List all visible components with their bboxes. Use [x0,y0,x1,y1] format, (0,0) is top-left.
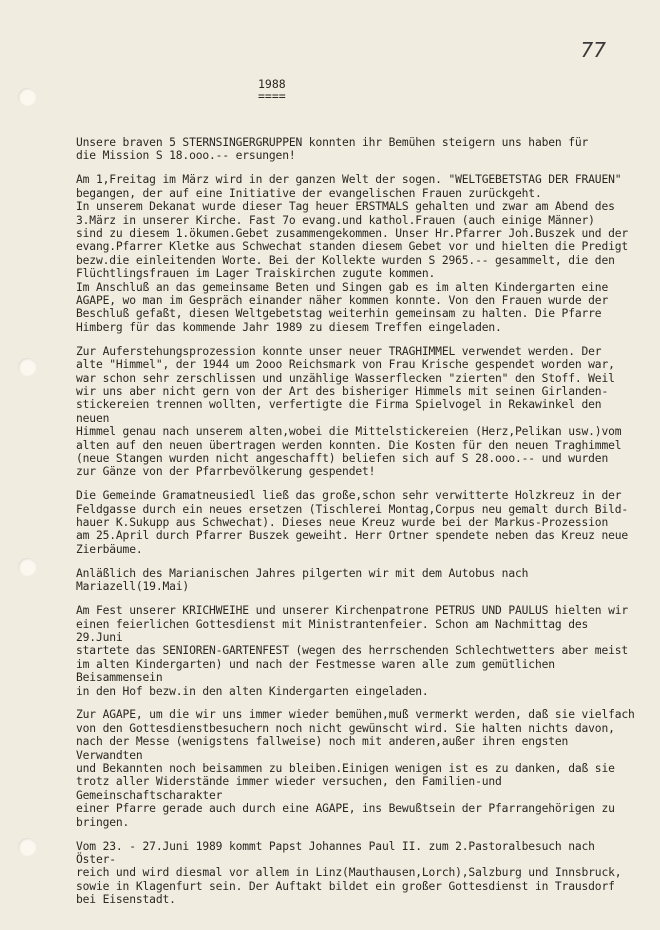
chronicle-text [76,136,636,917]
punch-hole [18,838,36,856]
punch-hole [18,558,36,576]
year-heading [258,78,286,102]
paragraph-mariazell: Anläßlich des Marianischen Jahres pilgerten wir mit dem Autobus nach Mariazell(19.Mai) [76,566,529,594]
paragraph-traghimmel: Zur Auferstehungsprozession konnte unser neuer TRAGHIMMEL verwendet werden. Der alte "Himmel", der 1944 um 2ooo Reichsmark von Frau Krische gespendet worden war, war schon sehr zerschlissen und unzählige Wasserflecken "zierten" den Stoff. Weil wir uns aber nicht gern von der Art des bisheriger Himmels mit seinen Girlanden- stickereien trennen wollten, verfertigte die Firma Spielvogel in Rekawinkel den neuen Himmel genau nach unserem alten,wobei die Mittelstickereien (Herz,Pelikan usw.)vom alten auf den neuen übertragen werden konnten. Die Kosten für den neuen Traghimmel (neue Stangen wurden nicht angeschafft) beliefen sich auf S 28.ooo.-- und wurden zur Gänze von der Pfarrbevölkerung gespendet! [76,344,622,479]
paragraph-weltgebetstag: Am 1,Freitag im März wird in der ganzen Welt der sogen. "WELTGEBETSTAG DER FRAUEN" begangen, der auf eine Initiative der evangelischen Frauen zurückgeht. In unserem Dekanat wurde dieser Tag heuer ERSTMALS gehalten und zwar am Abend des 3.März in unserer Kirche. Fast 7o evang.und kathol.Frauen (auch einige Männer) sind zu diesem 1.ökumen.Gebet zusammengekommen. Unser Hr.Pfarrer Joh.Buszek und der evang.Pfarrer Kletke aus Schwechat standen diesem Gebet vor und hielten die Predigt bezw.die einleitenden Worte. Bei der Kollekte wurden S 2965.-- gesammelt, die den Flüchtlingsfrauen im Lager Traiskirchen zugute kommen. Im Anschluß an das gemeinsame Beten und Singen gab es im alten Kindergarten eine AGAPE, wo man im Gespräch einander näher kommen konnte. Von den Frauen wurde der Beschluß gefaßt, diesen Weltgebetstag weiterhin gemeinsam zu halten. Die Pfarre Himberg für das kommende Jahr 1989 zu diesem Treffen eingeladen. [76,173,629,334]
paragraph-kirchweihe: Am Fest unserer KRICHWEIHE und unserer Kirchenpatrone PETRUS UND PAULUS hielten wir einen feierlichen Gottesdienst mit Ministrantenfeier. Schon am Nachmittag des 29.Juni startete das SENIOREN-GARTENFEST (wegen des herrschenden Schlechtwetters aber meist im alten Kindergarten) und nach der Festmesse waren alle zum gemütlichen Beisammensein in den Hof bezw.in den alten Kindergarten eingeladen. [76,604,629,698]
paragraph-sternsinger: Unsere braven 5 STERNSINGERGRUPPEN konnten ihr Bemühen steigern uns haben für die Mission S 18.ooo.-- ersungen! [76,136,589,163]
punch-hole [18,88,36,106]
handwritten-page-number: 77 [580,38,606,62]
year-text: 1988 [258,77,286,91]
paragraph-papstbesuch: Vom 23. - 27.Juni 1989 kommt Papst Johannes Paul II. zum 2.Pastoralbesuch nach Öster- reich und wird diesmal vor allem in Linz(Mauthausen,Lorch),Salzburg und Innsbruck, sowie in Klagenfurt sein. Der Auftakt bildet ein großer Gottesdienst in Trausdorf bei Eisenstadt. [76,839,622,907]
paragraph-holzkreuz: Die Gemeinde Gramatneusiedl ließ das große,schon sehr verwitterte Holzkreuz in der Feldgasse durch ein neues ersetzen (Tischlerei Montag,Corpus neu gemalt durch Bild- hauer K.Sukupp aus Schwechat). Dieses neue Kreuz wurde bei der Markus-Prozession am 25.April durch Pfarrer Buszek geweiht. Herr Ortner spendete neben das Kreuz neue Zierbäume. [76,489,629,556]
year-underline: ==== [258,89,286,103]
paragraph-agape: Zur AGAPE, um die wir uns immer wieder bemühen,muß vermerkt werden, daß sie vielfach von den Gottesdienstbesuchern noch nicht gewünscht wird. Sie halten nichts davon, nach der Messe (wenigstens fallweise) noch mit anderen,außer ihren engsten Verwandten und Bekannten noch beisammen zu bleiben.Einigen wenigen ist es zu danken, daß sie trotz aller Widerstände immer wieder versuchen, den Familien-und Gemeinschaftscharakter einer Pfarre gerade auch durch eine AGAPE, ins Bewußtsein der Pfarrangehörigen zu bringen. [76,708,635,829]
punch-hole [18,358,36,376]
